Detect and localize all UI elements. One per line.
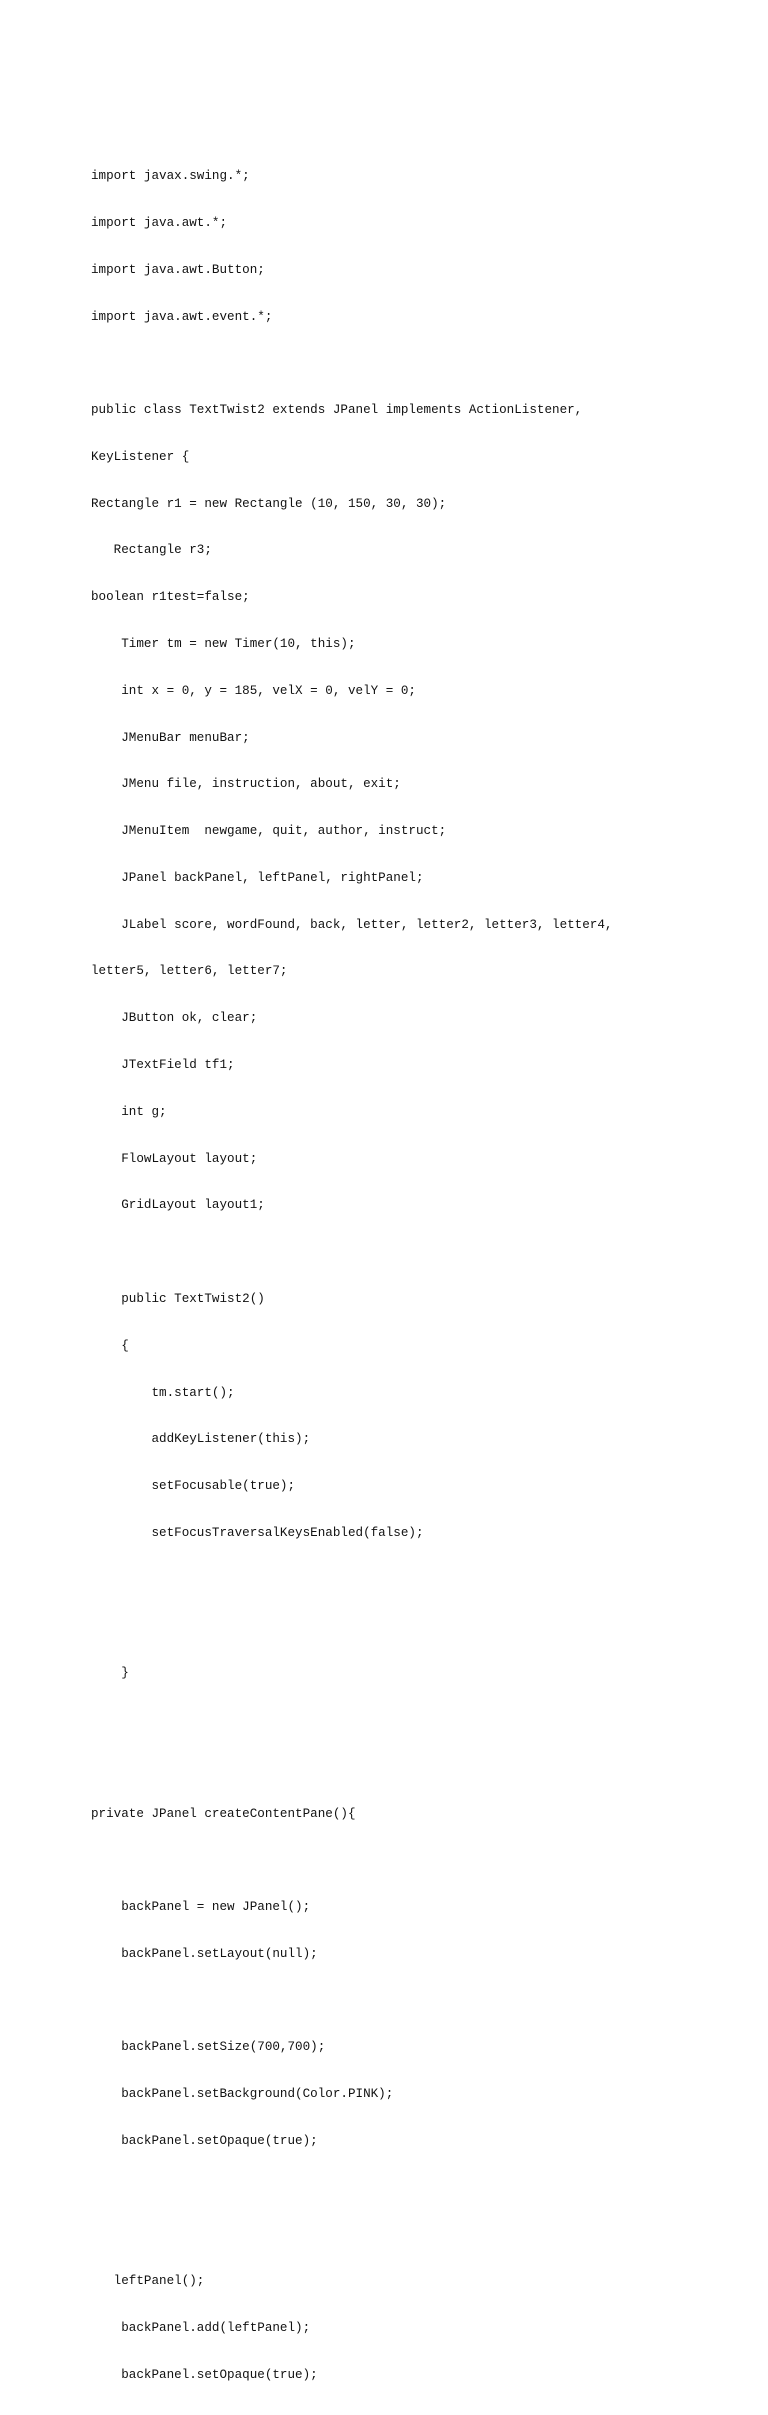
- code-block: [91, 138, 612, 2415]
- code-line: setFocusTraversalKeysEnabled(false);: [91, 1525, 424, 1540]
- code-line: public TextTwist2(): [91, 1291, 265, 1306]
- code-line: import java.awt.*;: [91, 215, 228, 230]
- code-line: letter5, letter6, letter7;: [91, 964, 288, 979]
- code-line: import javax.swing.*;: [91, 169, 250, 184]
- code-line: backPanel.setSize(700,700);: [91, 2040, 326, 2055]
- code-line: JMenuBar menuBar;: [91, 730, 250, 745]
- code-line: backPanel.setOpaque(true);: [91, 2134, 318, 2148]
- code-line: [91, 356, 612, 372]
- code-line: int g;: [91, 1104, 167, 1119]
- code-line: JMenuItem newgame, quit, author, instruct;: [91, 824, 447, 839]
- code-line: int x = 0, y = 185, velX = 0, velY = 0;: [91, 683, 416, 698]
- code-line: [91, 1619, 612, 1635]
- code-line: Rectangle r3;: [91, 543, 212, 558]
- code-line: KeyListener {: [91, 449, 190, 464]
- code-line: tm.start();: [91, 1385, 235, 1400]
- code-line: backPanel.setOpaque(true);: [91, 2367, 318, 2382]
- code-line: [91, 1713, 612, 1729]
- code-line: [91, 1760, 612, 1776]
- code-line: backPanel.setLayout(null);: [91, 1946, 318, 1961]
- code-line: private JPanel createContentPane(){: [91, 1806, 356, 1821]
- code-line: public class TextTwist2 extends JPanel implements ActionListener,: [91, 403, 583, 418]
- code-line: import java.awt.Button;: [91, 262, 265, 277]
- code-line: [91, 1853, 612, 1869]
- code-line: JButton ok, clear;: [91, 1011, 258, 1026]
- code-line: JTextField tf1;: [91, 1058, 235, 1073]
- code-line: JLabel score, wordFound, back, letter, letter2, letter3, letter4,: [91, 917, 613, 932]
- code-line: [91, 2228, 612, 2244]
- code-line: {: [91, 1338, 129, 1353]
- code-line: [91, 1994, 612, 2010]
- code-line: [91, 2181, 612, 2197]
- code-line: backPanel = new JPanel();: [91, 1900, 311, 1915]
- code-line: boolean r1test=false;: [91, 590, 250, 605]
- code-line: import java.awt.event.*;: [91, 309, 273, 324]
- code-line: }: [91, 1666, 129, 1681]
- code-line: FlowLayout layout;: [91, 1151, 258, 1166]
- code-line: backPanel.add(leftPanel);: [91, 2321, 311, 2336]
- code-line: Timer tm = new Timer(10, this);: [91, 637, 356, 651]
- code-line: [91, 1573, 612, 1589]
- code-line: Rectangle r1 = new Rectangle (10, 150, 30, 30);: [91, 496, 447, 511]
- code-line: GridLayout layout1;: [91, 1198, 265, 1213]
- code-line: addKeyListener(this);: [91, 1432, 311, 1447]
- code-line: [91, 1245, 612, 1261]
- code-line: JPanel backPanel, leftPanel, rightPanel;: [91, 870, 424, 885]
- code-line: setFocusable(true);: [91, 1479, 296, 1494]
- code-line: JMenu file, instruction, about, exit;: [91, 777, 401, 792]
- code-line: leftPanel();: [91, 2274, 205, 2289]
- code-line: backPanel.setBackground(Color.PINK);: [91, 2087, 394, 2102]
